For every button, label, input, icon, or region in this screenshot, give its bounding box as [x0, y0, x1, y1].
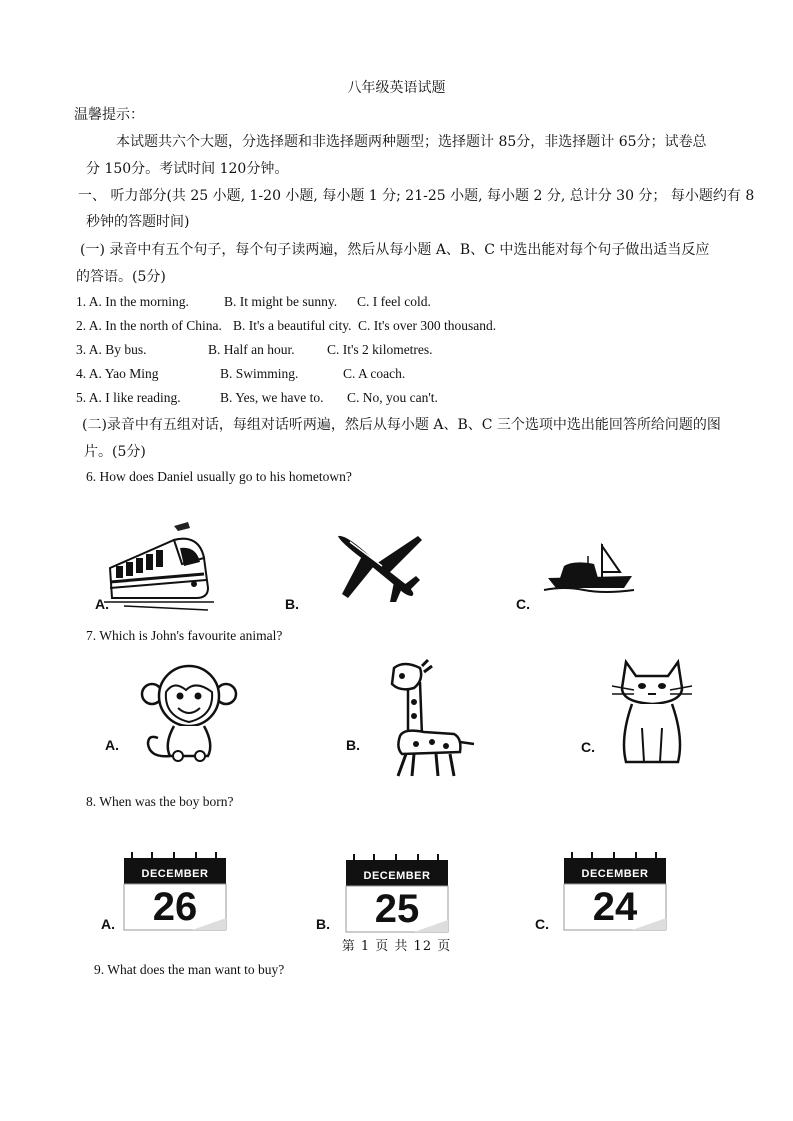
section1-line-2: 秒钟的答题时间) — [86, 214, 190, 230]
calendar-month: DECEMBER — [141, 868, 209, 880]
tips-line-2: 分 150分。考试时间 120分钟。 — [86, 161, 289, 177]
q9-question: 9. What does the man want to buy? — [94, 962, 285, 977]
q5-option-a: 5. A. I like reading. — [76, 390, 181, 405]
page-footer: 第 1 页 共 12 页 — [341, 939, 452, 954]
q1-option-a: 1. A. In the morning. — [76, 294, 189, 309]
page-title: 八年级英语试题 — [347, 80, 446, 96]
calendar-icon — [562, 852, 668, 932]
q6-question: 6. How does Daniel usually go to his hometown? — [86, 469, 352, 484]
q7-label-a: A. — [105, 737, 119, 753]
calendar-month: DECEMBER — [363, 870, 431, 882]
part1-line-2: 的答语。(5分) — [76, 269, 166, 285]
calendar-day: 24 — [592, 885, 638, 929]
q2-option-b: B. It's a beautiful city. — [233, 318, 352, 333]
q3-option-a: 3. A. By bus. — [76, 342, 147, 357]
tips-line-1: 本试题共六个大题，分选择题和非选择题两种题型；选择题计 85分，非选择题计 65分；试卷总 — [116, 134, 707, 150]
calendar-icon — [344, 854, 450, 934]
q2-option-c: C. It's over 300 thousand. — [358, 318, 497, 333]
q5-option-b: B. Yes, we have to. — [220, 390, 324, 405]
ship-icon — [544, 542, 636, 594]
q3-option-b: B. Half an hour. — [208, 342, 295, 357]
part2-line-1: (二)录音中有五组对话，每组对话听两遍，然后从每小题 A、B、C 三个选项中选出能回答所给问题的图 — [82, 417, 721, 433]
q8-label-b: B. — [316, 916, 330, 932]
q8-label-a: A. — [101, 916, 115, 932]
airplane-icon — [332, 530, 424, 604]
q3-option-c: C. It's 2 kilometres. — [327, 342, 433, 357]
q6-label-a: A. — [95, 596, 109, 612]
q1-option-b: B. It might be sunny. — [224, 294, 338, 309]
part2-line-2: 片。(5分) — [84, 444, 146, 460]
monkey-icon — [140, 664, 238, 762]
train-icon — [104, 518, 216, 610]
q7-question: 7. Which is John's favourite animal? — [86, 628, 283, 643]
q5-option-c: C. No, you can't. — [347, 390, 438, 405]
q2-option-a: 2. A. In the north of China. — [76, 318, 222, 333]
section1-line-1: 一、 听力部分(共 25 小题, 1-20 小题, 每小题 1 分; 21-25 小题, 每小题 2 分, 总计分 30 分； 每小题约有 8 — [78, 188, 755, 204]
q7-label-c: C. — [581, 739, 595, 755]
q1-option-c: C. I feel cold. — [357, 294, 431, 309]
part1-line-1: (一) 录音中有五个句子，每个句子读两遍，然后从每小题 A、B、C 中选出能对每个句子做出适当反应 — [80, 242, 710, 258]
q4-option-c: C. A coach. — [343, 366, 406, 381]
q7-label-b: B. — [346, 737, 360, 753]
q6-label-c: C. — [516, 596, 530, 612]
q4-option-a: 4. A. Yao Ming — [76, 366, 159, 381]
tips-heading: 温馨提示： — [74, 107, 144, 123]
q6-label-b: B. — [285, 596, 299, 612]
q8-question: 8. When was the boy born? — [86, 794, 234, 809]
q8-label-c: C. — [535, 916, 549, 932]
q4-option-b: B. Swimming. — [220, 366, 299, 381]
calendar-icon — [122, 852, 228, 932]
cat-icon — [612, 658, 692, 766]
calendar-day: 25 — [374, 887, 420, 931]
calendar-day: 26 — [152, 885, 198, 929]
giraffe-icon — [384, 658, 476, 780]
calendar-month: DECEMBER — [581, 868, 649, 880]
